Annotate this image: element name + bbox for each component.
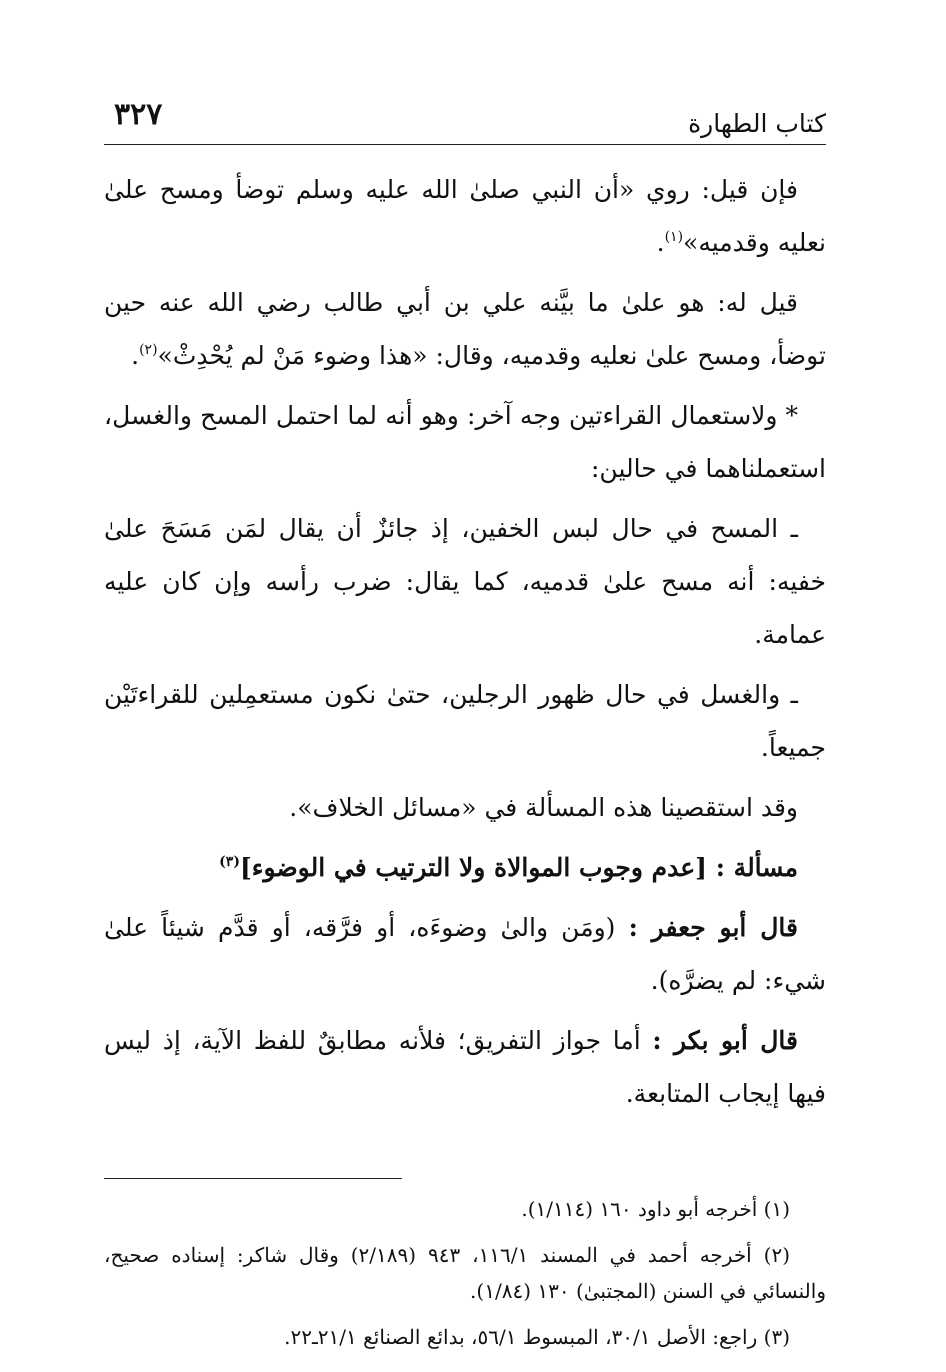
paragraph-text: وقد استقصينا هذه المسألة في «مسائل الخلاف». (289, 793, 798, 822)
footnote-reference: (٣) (219, 854, 240, 870)
speaker-label: قال أبو بكر : (652, 1026, 798, 1055)
heading-title: [عدم وجوب الموالاة ولا الترتيب في الوضوء] (239, 853, 708, 882)
paragraph-text: أما جواز التفريق؛ فلأنه مطابقٌ للفظ الآية، إذ ليس فيها إيجاب المتابعة. (104, 1026, 826, 1108)
paragraph-reference (104, 781, 826, 834)
page-header (104, 82, 826, 145)
speaker-label: قال أبو جعفر : (628, 913, 798, 942)
star-marker: * (785, 401, 798, 430)
paragraph-text: قيل له: هو علىٰ ما بيَّنه علي بن أبي طالب رضي الله عنه حين توضأ، ومسح علىٰ نعليه وقدميه، وقال: «هذا وضوء مَنْ لم يُحْدِثْ» (104, 288, 826, 370)
running-title: كتاب الطهارة (688, 109, 826, 138)
footnotes-divider (104, 1178, 402, 1179)
paragraph-text: ـ المسح في حال لبس الخفين، إذ جائزٌ أن يقال لمَن مَسَحَ علىٰ خفيه: أنه مسح علىٰ قدميه، كما يقال: ضرب رأسه وإن كان عليه عمامة. (104, 514, 826, 649)
paragraph-abu-bakr (104, 1014, 826, 1120)
footnote-reference: (١) (664, 229, 684, 245)
paragraph-text: (ومَن والىٰ وضوءَه، أو فرَّقه، أو قدَّم شيئاً علىٰ شيء: لم يضرَّه). (104, 913, 826, 995)
section-heading (104, 841, 826, 894)
book-page (104, 82, 826, 1349)
footnote-2: (٢) أخرجه أحمد في المسند ١١٦/١، ٩٤٣ (٢/١٨٩) وقال شاكر: إسناده صحيح، والنسائي في السنن (المجتبىٰ) ١٣٠ (١/٨٤). (104, 1243, 826, 1303)
footnotes (104, 1191, 826, 1355)
paragraph-two-readings (104, 389, 826, 495)
footnote-reference: (٢) (139, 342, 158, 358)
paragraph-text: ـ والغسل في حال ظهور الرجلين، حتىٰ نكون مستعمِلين للقراءتَيْن جميعاً. (104, 680, 826, 762)
paragraph-text: فإن قيل: روي «أن النبي صلىٰ الله عليه وسلم توضأ ومسح علىٰ نعليه وقدميه» (104, 175, 826, 257)
paragraph-abu-jafar (104, 901, 826, 1007)
footnote-1: (١) أخرجه أبو داود ١٦٠ (١/١١٤). (521, 1197, 790, 1221)
footnote-3: (٣) راجع: الأصل ٣٠/١، المبسوط ٥٦/١، بدائع الصنائع ٢١/١ـ٢٢. (284, 1325, 790, 1349)
paragraph-washing (104, 668, 826, 774)
paragraph-wiping (104, 502, 826, 661)
paragraph-objection (104, 163, 826, 269)
main-text (104, 163, 826, 1120)
paragraph-text: ولاستعمال القراءتين وجه آخر: وهو أنه لما احتمل المسح والغسل، استعملناهما في حالين: (104, 401, 826, 483)
page-number: ٣٢٧ (114, 97, 163, 132)
paragraph-reply (104, 276, 826, 382)
punctuation: . (131, 341, 140, 370)
punctuation: . (656, 228, 665, 257)
heading-label: مسألة : (715, 853, 798, 882)
